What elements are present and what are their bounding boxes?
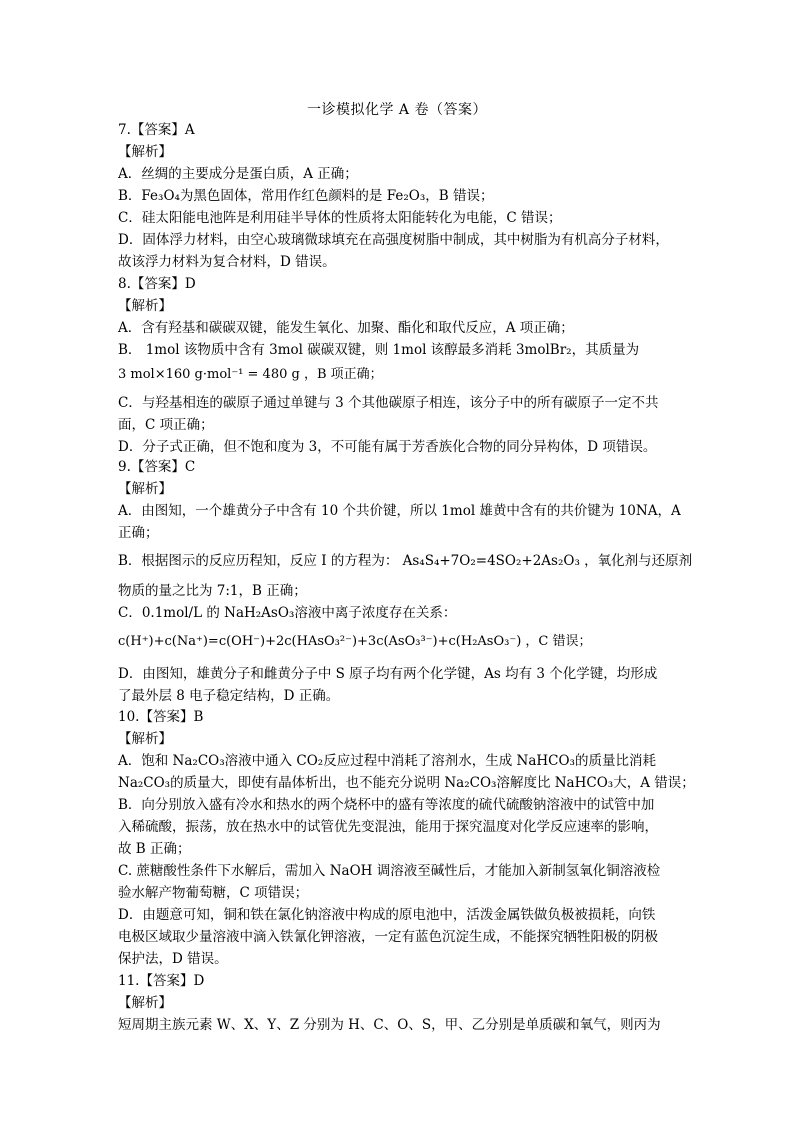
answer-8-heading: 8.【答案】D [118,276,196,292]
page-title: 一诊模拟化学 A 卷（答案） [306,102,487,118]
text-line: 入稀硫酸，振荡，放在热水中的试管优先变混浊，能用于探究温度对化学反应速率的影响， [118,819,658,835]
answer-11-heading: 11.【答案】D [118,973,205,989]
text-line: 正确； [118,525,159,541]
text-line: 故该浮力材料为复合材料，D 错误。 [118,254,336,270]
text-line: D．由题意可知，铜和铁在氯化钠溶液中构成的原电池中，活泼金属铁做负极被损耗，向铁 [118,907,656,923]
text-line: 面，C 项正确； [118,417,214,433]
formula-line: 3 mol×160 g·mol⁻¹ = 480 g ，B 项正确； [118,367,383,382]
text-line: B．Fe₃O₄为黑色固体，常用作红色颜料的是 Fe₂O₃，B 错误； [118,188,494,204]
text-line: 电极区域取少量溶液中滴入铁氰化钾溶液，一定有蓝色沉淀生成，不能探究牺牲阳极的阴极 [118,929,658,945]
answer-10-heading: 10.【答案】B [118,709,204,725]
text-line: 了最外层 8 电子稳定结构，D 正确。 [118,688,340,704]
text-line: D．由图知，雄黄分子和雌黄分子中 S 原子均有两个化学键，As 均有 3 个化学键，均形成 [118,666,658,682]
text-line: Na₂CO₃的质量大，即使有晶体析出，也不能充分说明 Na₂CO₃溶解度比 NaHCO₃大，A 错误； [118,775,695,791]
text-line: C．与羟基相连的碳原子通过单键与 3 个其他碳原子相连，该分子中的所有碳原子一定不共 [118,395,659,411]
text-line: A．含有羟基和碳碳双键，能发生氧化、加聚、酯化和取代反应，A 项正确； [118,320,574,336]
text-line: 物质的量之比为 7:1，B 正确； [118,583,307,599]
text-line: D．固体浮力材料，由空心玻璃微球填充在高强度树脂中制成，其中树脂为有机高分子材料， [118,232,669,248]
text-line: 故 B 正确； [118,841,191,857]
text-line: C．0.1mol/L 的 NaH₂AsO₃溶液中离子浓度存在关系： [118,605,457,621]
analysis-label: 【解析】 [118,481,172,497]
text-line: 保护法，D 错误。 [118,951,228,967]
text-line: C．硅太阳能电池阵是利用硅半导体的性质将太阳能转化为电能，C 错误； [118,210,562,226]
text-line: 验水解产物葡萄糖，C 项错误； [118,885,309,901]
analysis-label: 【解析】 [118,298,172,314]
text-line: B． 1mol 该物质中含有 3mol 碳碳双键，则 1mol 该醇最多消耗 3molBr₂，其质量为 [118,342,640,358]
answer-7-heading: 7.【答案】A [118,122,195,138]
text-line: B．根据图示的反应历程知，反应 I 的方程为： As₄S₄+7O₂=4SO₂+2As₂O₃ ，氧化剂与还原剂 [118,553,693,569]
text-line: C. 蔗糖酸性条件下水解后，需加入 NaOH 调溶液至碱性后，才能加入新制氢氧化铜溶液检 [118,863,661,879]
analysis-label: 【解析】 [118,731,172,747]
text-line: D．分子式正确，但不饱和度为 3，不可能有属于芳香族化合物的同分异构体，D 项错误。 [118,439,657,455]
analysis-label: 【解析】 [118,995,172,1011]
answer-9-heading: 9.【答案】C [118,459,196,475]
formula-line: c(H⁺)+c(Na⁺)=c(OH⁻)+2c(HAsO₃²⁻)+3c(AsO₃³⁻)+c(H₂AsO₃⁻) ，C 错误； [118,634,592,649]
text-line: 短周期主族元素 W、X、Y、Z 分别为 H、C、O、S，甲、乙分别是单质碳和氧气，则丙为 [118,1017,661,1033]
text-line: A．丝绸的主要成分是蛋白质，A 正确； [118,166,358,182]
text-line: B．向分别放入盛有冷水和热水的两个烧杯中的盛有等浓度的硫代硫酸钠溶液中的试管中加 [118,797,655,813]
text-line: A．饱和 Na₂CO₃溶液中通入 CO₂反应过程中消耗了溶剂水，生成 NaHCO₃的质量比消耗 [118,753,656,769]
analysis-label: 【解析】 [118,144,172,160]
text-line: A．由图知，一个雄黄分子中含有 10 个共价键，所以 1mol 雄黄中含有的共价键为 10NA，A [118,503,681,519]
